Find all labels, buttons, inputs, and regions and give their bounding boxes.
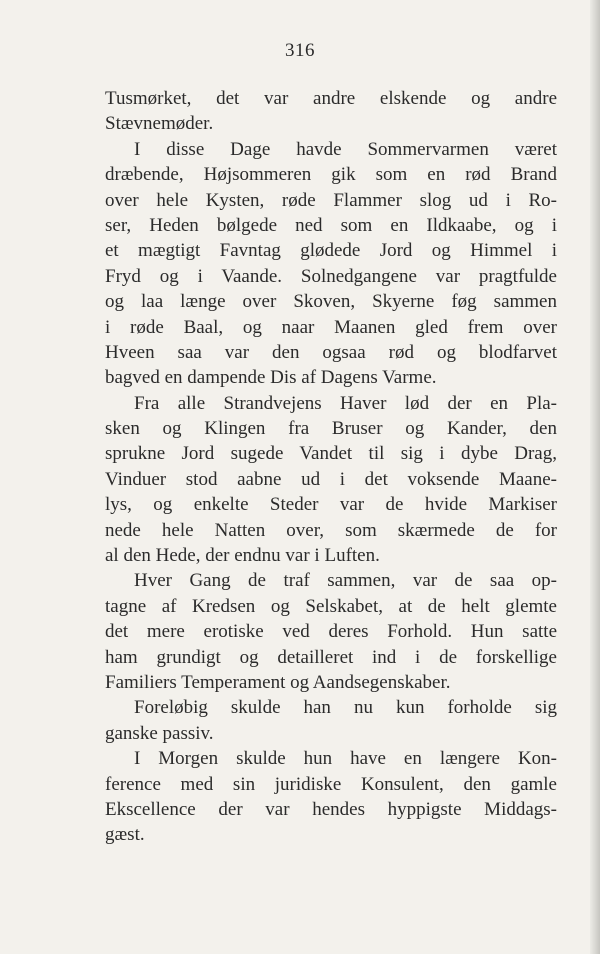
text-line: ser, Heden bølgede ned som en Ildkaabe, og i [105, 214, 557, 236]
text-line: bagved en dampende Dis af Dagens Varme. [105, 367, 437, 389]
text-line: Hveen saa var den ogsaa rød og blodfarvet [105, 341, 557, 363]
text-line: Vinduer stod aabne ud i det voksende Maane- [105, 468, 557, 490]
text-line: sken og Klingen fra Bruser og Kander, den [105, 418, 557, 440]
text-line: gæst. [105, 824, 145, 846]
text-line: ham grundigt og detailleret ind i de forskellige [105, 646, 557, 668]
text-line: Familiers Temperament og Aandsegenskaber. [105, 671, 451, 693]
text-line: Ekscellence der var hendes hyppigste Middags- [105, 798, 557, 820]
text-line: Fryd og i Vaande. Solnedgangene var pragtfulde [105, 265, 557, 287]
text-line: tagne af Kredsen og Selskabet, at de helt glemte [105, 595, 557, 617]
text-line: ganske passiv. [105, 722, 214, 744]
text-line: over hele Kysten, røde Flammer slog ud i Ro- [105, 189, 557, 211]
text-line: sprukne Jord sugede Vandet til sig i dybe Drag, [105, 443, 557, 465]
page-edge [590, 0, 600, 954]
body-text [105, 86, 557, 848]
page-number: 316 [285, 40, 315, 61]
text-line: dræbende, Højsommeren gik som en rød Brand [105, 164, 557, 186]
text-line: Hver Gang de traf sammen, var de saa op- [134, 570, 557, 592]
text-line: Tusmørket, det var andre elskende og andre [105, 88, 557, 109]
text-line: I disse Dage havde Sommervarmen været [134, 138, 557, 160]
text-line: Foreløbig skulde han nu kun forholde sig [134, 697, 557, 719]
text-line: I Morgen skulde hun have en længere Kon- [134, 748, 557, 770]
text-line: i røde Baal, og naar Maanen gled frem over [105, 316, 557, 338]
text-line: og laa længe over Skoven, Skyerne føg sammen [105, 291, 557, 313]
text-line: et mægtigt Favntag glødede Jord og Himmel i [105, 240, 557, 262]
text-line: det mere erotiske ved deres Forhold. Hun satte [105, 621, 557, 643]
text-line: lys, og enkelte Steder var de hvide Markiser [105, 494, 557, 516]
text-line: Stævnemøder. [105, 113, 214, 135]
text-line: ference med sin juridiske Konsulent, den gamle [105, 773, 557, 795]
text-line: al den Hede, der endnu var i Luften. [105, 545, 380, 567]
text-line: Fra alle Strandvejens Haver lød der en Pla- [134, 392, 557, 414]
text-line: nede hele Natten over, som skærmede de for [105, 519, 557, 541]
